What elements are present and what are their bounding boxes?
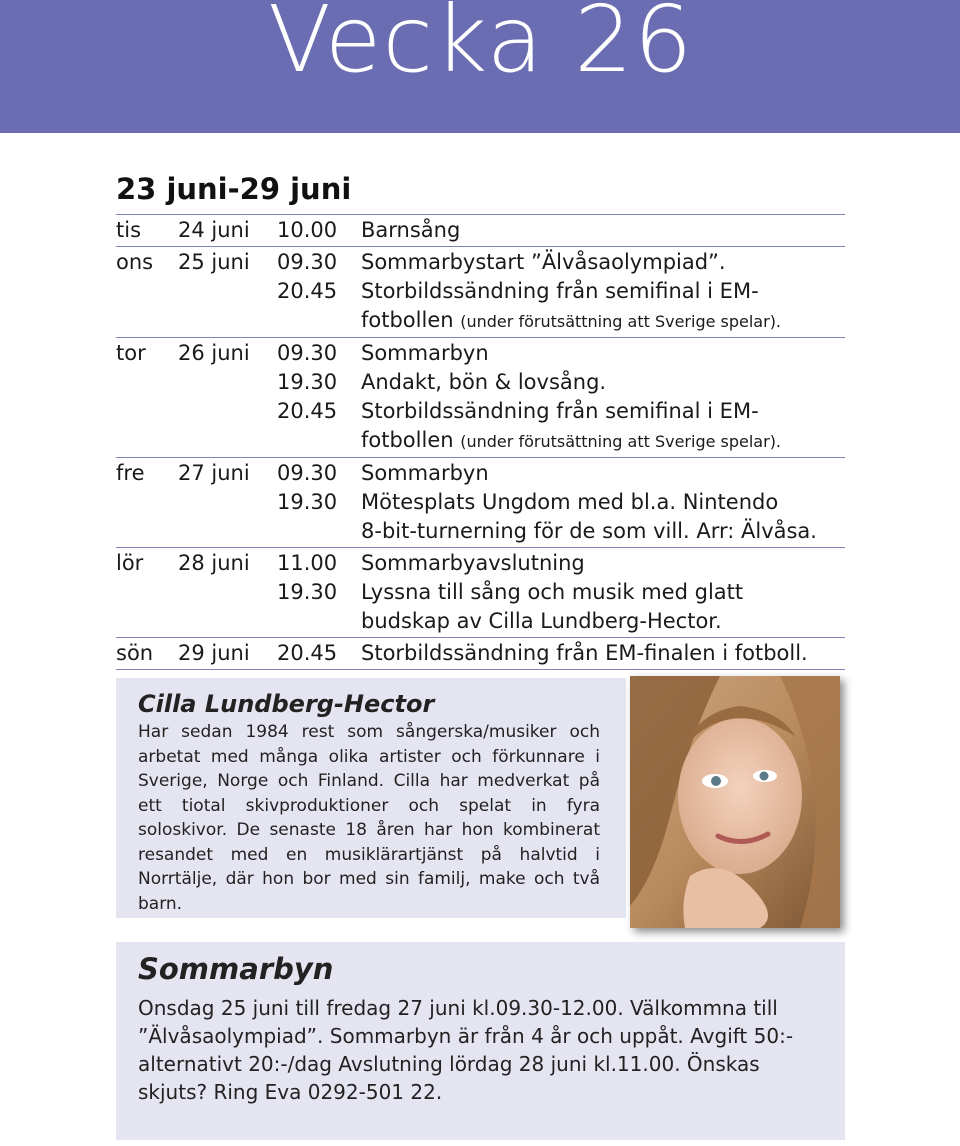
schedule-row (116, 459, 845, 488)
schedule-row (116, 488, 845, 517)
schedule-day (116, 426, 178, 456)
schedule-date: 29 juni (178, 641, 250, 665)
schedule-date (178, 397, 277, 426)
schedule-time: 19.30 (277, 490, 338, 514)
schedule-day: sön (116, 641, 154, 665)
schedule-entry (116, 457, 845, 547)
header-banner (0, 0, 960, 133)
schedule-time: 09.30 (277, 461, 338, 485)
schedule-time: 20.45 (277, 279, 338, 303)
schedule-entry (116, 337, 845, 457)
schedule-row (116, 426, 845, 456)
schedule-date: 27 juni (178, 461, 250, 485)
sommarbyn-text: Onsdag 25 juni till fredag 27 juni kl.09.30-12.00. Välkommna till ”Älvåsaolympiad”. Sommarbyn är från 4 år och uppåt. Avgift 50:- alternativt 20:-/dag Avslutning lördag 28 juni kl.11.00. Önskas skjuts? Ring Eva 0292-501 22. (138, 996, 794, 1104)
schedule-day (116, 397, 178, 426)
schedule-row (116, 216, 845, 245)
schedule-activity: budskap av Cilla Lundberg-Hector. (361, 609, 722, 633)
schedule-day: tor (116, 341, 146, 365)
schedule-day: fre (116, 461, 145, 485)
bio-title: Cilla Lundberg-Hector (138, 690, 435, 718)
schedule-row (116, 306, 845, 336)
schedule-day (116, 306, 178, 336)
portrait-photo (630, 676, 840, 928)
sommarbyn-box (116, 942, 845, 1140)
schedule-activity-cont: fotbollen (361, 428, 454, 452)
schedule-activity: Sommarbyn (361, 341, 489, 365)
schedule-date (178, 578, 277, 607)
schedule-activity: Storbildssändning från EM-finalen i fotboll. (361, 641, 808, 665)
schedule-date: 24 juni (178, 218, 250, 242)
schedule-date: 25 juni (178, 250, 250, 274)
schedule-row (116, 578, 845, 607)
schedule-day (116, 368, 178, 397)
week-range-heading: 23 juni-29 juni (116, 172, 352, 206)
schedule-activity: Sommarbyavslutning (361, 551, 585, 575)
page-title: Vecka 26 (268, 0, 694, 93)
schedule-activity: Lyssna till sång och musik med glatt (361, 580, 744, 604)
schedule-row (116, 639, 845, 668)
schedule-time: 09.30 (277, 250, 338, 274)
schedule-row (116, 368, 845, 397)
schedule-activity: 8-bit-turnerning för de som vill. Arr: Älvåsa. (361, 519, 817, 543)
schedule-row (116, 397, 845, 426)
schedule-row (116, 607, 845, 636)
schedule-day: lör (116, 551, 144, 575)
schedule-date: 26 juni (178, 341, 250, 365)
schedule-activity-cont: fotbollen (361, 308, 454, 332)
schedule-table (116, 214, 845, 670)
schedule-time (277, 426, 361, 456)
schedule-date (178, 488, 277, 517)
schedule-day (116, 517, 178, 546)
schedule-time: 20.45 (277, 399, 338, 423)
schedule-time: 19.30 (277, 580, 338, 604)
schedule-activity: Sommarbyn (361, 461, 489, 485)
schedule-date (178, 426, 277, 456)
schedule-activity: Barnsång (361, 218, 461, 242)
schedule-activity: Storbildssändning från semifinal i EM- (361, 279, 759, 303)
schedule-row (116, 517, 845, 546)
schedule-activity (361, 306, 845, 336)
schedule-day (116, 607, 178, 636)
schedule-note: (under förutsättning att Sverige spelar). (460, 312, 782, 331)
bio-text: Har sedan 1984 rest som sångerska/musiker och arbetat med många olika artister och förkunnare i Sverige, Norge och Finland. Cilla har medverkat på ett tiotal skivproduktioner och spelat in fyra soloskivor. De senaste 18 åren har hon kombinerat resandet med en musiklärartjänst på halvtid i Norrtälje, där hon bor med sin familj, make och två barn. (138, 722, 600, 914)
schedule-time: 11.00 (277, 551, 338, 575)
schedule-time: 10.00 (277, 218, 338, 242)
schedule-day (116, 488, 178, 517)
schedule-activity: Mötesplats Ungdom med bl.a. Nintendo (361, 490, 779, 514)
schedule-activity (361, 426, 845, 456)
schedule-time: 20.45 (277, 641, 338, 665)
schedule-time (277, 517, 361, 546)
schedule-activity: Storbildssändning från semifinal i EM- (361, 399, 759, 423)
schedule-date (178, 607, 277, 636)
portrait-image (630, 676, 840, 928)
schedule-entry (116, 246, 845, 337)
schedule-day (116, 277, 178, 306)
schedule-entry (116, 547, 845, 637)
schedule-date (178, 306, 277, 336)
schedule-date: 28 juni (178, 551, 250, 575)
schedule-day: ons (116, 250, 154, 274)
schedule-time (277, 607, 361, 636)
schedule-row (116, 248, 845, 277)
schedule-activity: Andakt, bön & lovsång. (361, 370, 607, 394)
schedule-row (116, 277, 845, 306)
schedule-entry (116, 214, 845, 246)
bio-box (116, 678, 626, 918)
schedule-day (116, 578, 178, 607)
schedule-day: tis (116, 218, 142, 242)
schedule-row (116, 549, 845, 578)
schedule-date (178, 517, 277, 546)
sommarbyn-title: Sommarbyn (138, 952, 334, 986)
schedule-entry (116, 637, 845, 670)
schedule-time (277, 306, 361, 336)
schedule-date (178, 277, 277, 306)
schedule-activity: Sommarbystart ”Älvåsaolympiad”. (361, 250, 726, 274)
schedule-note: (under förutsättning att Sverige spelar). (460, 432, 782, 451)
schedule-date (178, 368, 277, 397)
schedule-time: 09.30 (277, 341, 338, 365)
schedule-row (116, 339, 845, 368)
schedule-time: 19.30 (277, 370, 338, 394)
